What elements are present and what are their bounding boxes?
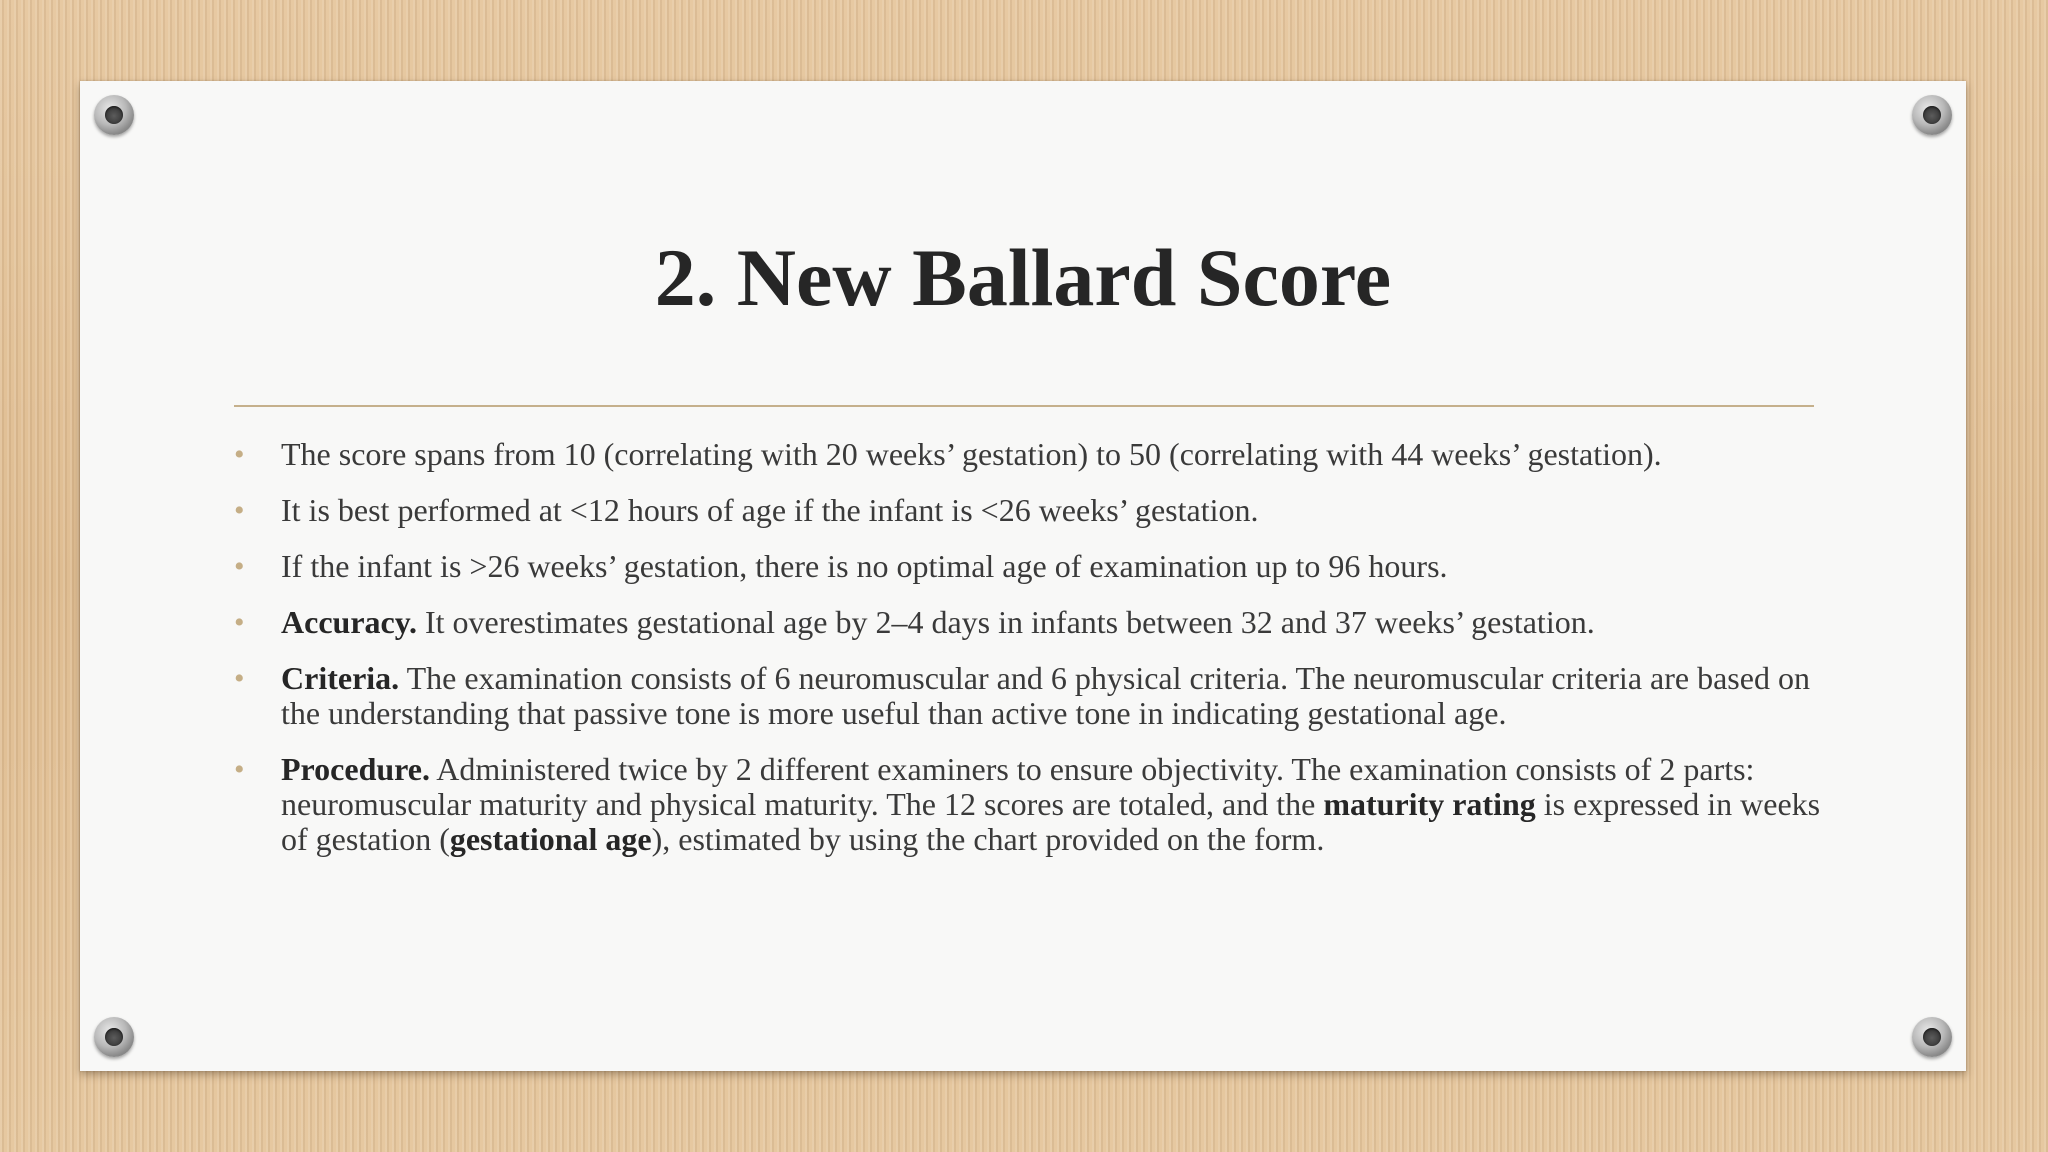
bullet-text: It is best performed at <12 hours of age if the infant is <26 weeks’ gestation. — [281, 492, 1259, 528]
title-divider — [234, 405, 1814, 407]
grommet-icon-top-right — [1912, 95, 1952, 135]
bullet-item-score-range — [234, 437, 1834, 472]
bullet-item-accuracy — [234, 605, 1834, 640]
bullet-icon: • — [234, 606, 245, 639]
bullet-lead: Criteria. — [281, 660, 400, 696]
bullet-text: is expressed in weeks of gestation ( — [281, 786, 1821, 857]
bullet-text: Administered twice by 2 different examiners to ensure objectivity. The examination consists of 2 parts: neuromuscular maturity and physical maturity. The 12 scores are totaled, and the — [281, 751, 1755, 822]
bullet-icon: • — [234, 438, 245, 471]
bullet-emphasis-gestational-age: gestational age — [449, 821, 652, 857]
slide-title: 2. New Ballard Score — [654, 232, 1392, 323]
bullet-lead: Procedure. — [281, 751, 430, 787]
bullet-text: It overestimates gestational age by 2–4 days in infants between 32 and 37 weeks’ gestation. — [416, 604, 1595, 640]
bullet-emphasis-maturity-rating: maturity rating — [1323, 786, 1536, 822]
bullet-list — [234, 437, 1834, 878]
bullet-text: ), estimated by using the chart provided on the form. — [651, 821, 1325, 857]
bullet-text: The examination consists of 6 neuromuscular and 6 physical criteria. The neuromuscular criteria are based on the understanding that passive tone is more useful than active tone in indicating gestational age. — [281, 660, 1810, 731]
slide-board — [80, 81, 1966, 1071]
grommet-icon-bottom-left — [94, 1017, 134, 1057]
bullet-item-optimal-age — [234, 549, 1834, 584]
bullet-lead: Accuracy. — [281, 604, 417, 640]
bullet-icon: • — [234, 753, 245, 786]
bullet-item-best-performed — [234, 493, 1834, 528]
bullet-item-criteria — [234, 661, 1834, 731]
bullet-icon: • — [234, 662, 245, 695]
bullet-icon: • — [234, 550, 245, 583]
grommet-icon-top-left — [94, 95, 134, 135]
bullet-item-procedure — [234, 752, 1834, 857]
bullet-icon: • — [234, 494, 245, 527]
bullet-text: If the infant is >26 weeks’ gestation, there is no optimal age of examination up to 96 hours. — [281, 548, 1448, 584]
grommet-icon-bottom-right — [1912, 1017, 1952, 1057]
bullet-text: The score spans from 10 (correlating with 20 weeks’ gestation) to 50 (correlating with 44 weeks’ gestation). — [281, 436, 1662, 472]
